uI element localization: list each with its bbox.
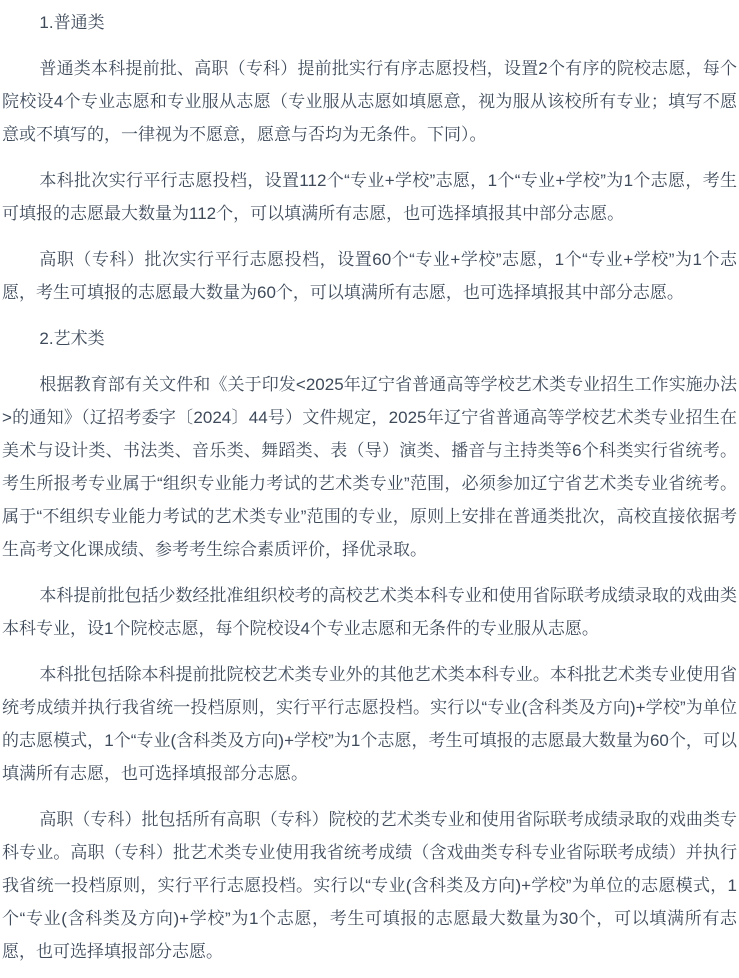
paragraph-art-vocational-batch: 高职（专科）批包括所有高职（专科）院校的艺术类专业和使用省际联考成绩录取的戏曲类专科专业。高职（专科）批艺术类专业使用我省统考成绩（含戏曲类专科专业省际联考成绩）并执行我省统一投档原则，实行平行志愿投档。实行以“专业(含科类及方向)+学校”为单位的志愿模式，1个“专业(含科类及方向)+学校”为1个志愿，考生可填报的志愿最大数量为30个，可以填满所有志愿，也可选择填报部分志愿。 (2, 810, 737, 961)
paragraph-undergraduate-batch: 本科批次实行平行志愿投档，设置112个“专业+学校”志愿，1个“专业+学校”为1个志愿，考生可填报的志愿最大数量为112个，可以填满所有志愿，也可选择填报其中部分志愿。 (2, 171, 737, 223)
section-heading-ordinary-category: 1.普通类 (39, 13, 105, 32)
paragraph-ordinary-advance-batch: 普通类本科提前批、高职（专科）提前批实行有序志愿投档，设置2个有序的院校志愿，每个院校设4个专业志愿和专业服从志愿（专业服从志愿如填愿意，视为服从该校所有专业；填写不愿意或不填写的，一律视为不愿意，愿意与否均为无条件。下同）。 (2, 59, 737, 144)
paragraph-art-undergraduate-batch: 本科批包括除本科提前批院校艺术类专业外的其他艺术类本科专业。本科批艺术类专业使用省统考成绩并执行我省统一投档原则，实行平行志愿投档。实行以“专业(含科类及方向)+学校”为单位的志愿模式，1个“专业(含科类及方向)+学校”为1个志愿，考生可填报的志愿最大数量为60个，可以填满所有志愿，也可选择填报部分志愿。 (2, 665, 737, 783)
paragraph-art-advance-batch: 本科提前批包括少数经批准组织校考的高校艺术类本科专业和使用省际联考成绩录取的戏曲类本科专业，设1个院校志愿，每个院校设4个专业志愿和无条件的专业服从志愿。 (2, 586, 737, 638)
paragraph-vocational-batch: 高职（专科）批次实行平行志愿投档，设置60个“专业+学校”志愿，1个“专业+学校”为1个志愿，考生可填报的志愿最大数量为60个，可以填满所有志愿，也可选择填报其中部分志愿。 (2, 250, 737, 302)
section-heading-art-category: 2.艺术类 (39, 329, 105, 348)
paragraph-art-policy-basis: 根据教育部有关文件和《关于印发<2025年辽宁省普通高等学校艺术类专业招生工作实施办法>的通知》（辽招考委字〔2024〕44号）文件规定，2025年辽宁省普通高等学校艺术类专业招生在美术与设计类、书法类、音乐类、舞蹈类、表（导）演类、播音与主持类等6个科类实行省统考。考生所报考专业属于“组织专业能力考试的艺术类专业”范围，必须参加辽宁省艺术类专业省统考。属于“不组织专业能力考试的艺术类专业”范围的专业，原则上安排在普通类批次，高校直接依据考生高考文化课成绩、参考考生综合素质评价，择优录取。 (2, 375, 737, 559)
